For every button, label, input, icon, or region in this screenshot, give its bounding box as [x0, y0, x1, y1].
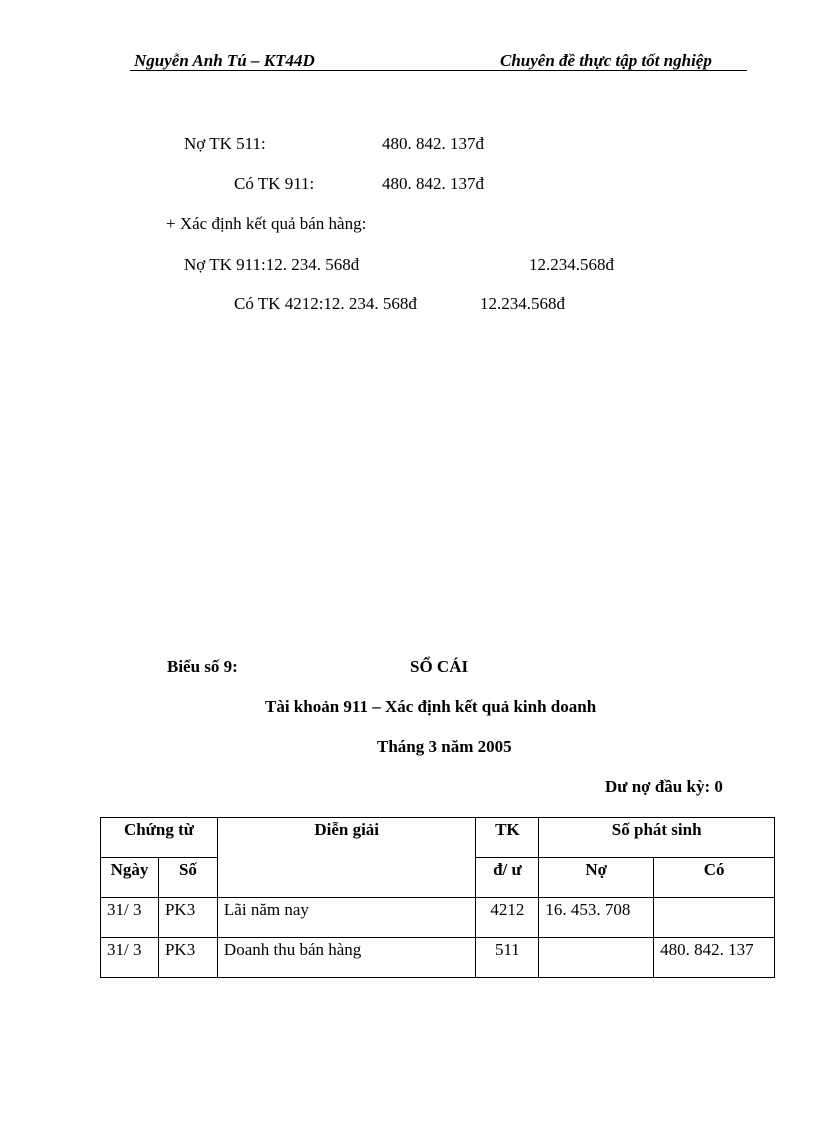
cell-date: 31/ 3: [101, 938, 159, 978]
ledger-table: [100, 817, 775, 978]
entry-credit-4212-label: Có TK 4212:12. 234. 568đ: [234, 294, 417, 313]
cell-account: 511: [476, 938, 539, 978]
table-header-row: [101, 818, 775, 858]
entry-credit-911-label: Có TK 911:: [234, 174, 315, 193]
cell-description: Doanh thu bán hàng: [217, 938, 475, 978]
col-debit-header: Nợ: [539, 858, 654, 898]
opening-balance: Dư nợ đầu kỳ: 0: [605, 777, 723, 796]
cell-debit: 16. 453. 708: [539, 898, 654, 938]
cell-debit: [539, 938, 654, 978]
entry-section-heading: + Xác định kết quả bán hàng:: [166, 214, 367, 233]
cell-credit: 480. 842. 137: [654, 938, 775, 978]
col-description-header: Diễn giải: [217, 818, 475, 898]
entry-credit-4212-value: 12.234.568đ: [480, 294, 565, 313]
table-row: [101, 898, 775, 938]
entry-debit-911-label: Nợ TK 911:12. 234. 568đ: [184, 255, 360, 274]
form-label: Biểu số 9:: [167, 657, 238, 676]
entry-credit-911-value: 480. 842. 137đ: [382, 174, 484, 193]
entry-debit-911-value: 12.234.568đ: [529, 255, 614, 274]
cell-number: PK3: [158, 898, 217, 938]
entry-debit-511-value: 480. 842. 137đ: [382, 134, 484, 153]
ledger-period: Tháng 3 năm 2005: [377, 737, 512, 756]
col-number-header: Số: [158, 858, 217, 898]
cell-description: Lãi năm nay: [217, 898, 475, 938]
cell-date: 31/ 3: [101, 898, 159, 938]
header-divider: [130, 70, 747, 71]
ledger-title: SỔ CÁI: [410, 657, 469, 676]
header-author: Nguyễn Anh Tú – KT44D: [134, 51, 315, 70]
col-account-header: TK: [476, 818, 539, 858]
cell-account: 4212: [476, 898, 539, 938]
col-date-header: Ngày: [101, 858, 159, 898]
entry-debit-511-label: Nợ TK 511:: [184, 134, 266, 153]
col-amounts-header: Số phát sinh: [539, 818, 775, 858]
col-credit-header: Có: [654, 858, 775, 898]
cell-credit: [654, 898, 775, 938]
col-voucher-header: Chứng từ: [101, 818, 218, 858]
table-row: [101, 938, 775, 978]
cell-number: PK3: [158, 938, 217, 978]
col-account-subheader: đ/ ư: [476, 858, 539, 898]
ledger-account: Tài khoản 911 – Xác định kết quả kinh doanh: [265, 697, 597, 716]
header-document-title: Chuyên đề thực tập tốt nghiệp: [500, 51, 712, 70]
